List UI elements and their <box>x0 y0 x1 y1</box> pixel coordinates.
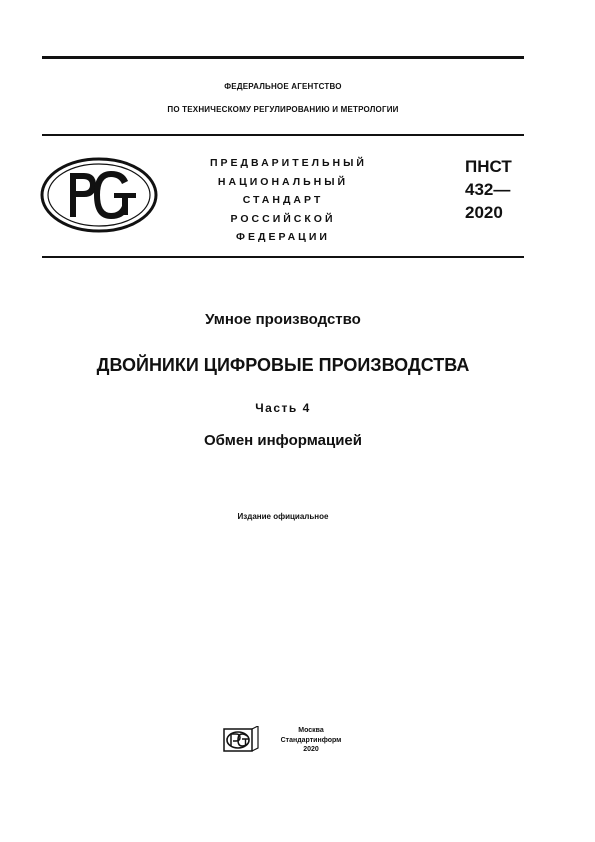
standard-type <box>210 154 367 247</box>
agency-name-line-2: ПО ТЕХНИЧЕСКОМУ РЕГУЛИРОВАНИЮ И МЕТРОЛОГИИ <box>167 105 399 114</box>
edition-label: Издание официальное <box>237 512 329 521</box>
standard-code: ПНСТ <box>465 157 512 176</box>
middle-rule <box>42 134 524 136</box>
publisher-year: 2020 <box>303 746 319 753</box>
publisher-block <box>274 726 348 755</box>
document-title: ДВОЙНИКИ ЦИФРОВЫЕ ПРОИЗВОДСТВА <box>96 355 470 375</box>
part-label: Часть 4 <box>255 401 311 415</box>
standard-type-line: СТАНДАРТ <box>242 194 324 206</box>
gost-r-logo-icon <box>40 157 158 233</box>
series-title: Умное производство <box>205 311 361 328</box>
publisher-name: Стандартинформ <box>280 736 342 744</box>
top-rule <box>42 56 524 59</box>
standard-number: 432— <box>465 180 511 199</box>
standard-type-line: ФЕДЕРАЦИИ <box>236 231 330 243</box>
standard-type-line: ПРЕДВАРИТЕЛЬНЫЙ <box>210 157 367 169</box>
document-subtitle: Обмен информацией <box>204 432 362 449</box>
standard-designation <box>465 155 512 224</box>
standard-type-line: НАЦИОНАЛЬНЫЙ <box>217 175 349 188</box>
bottom-rule <box>42 256 524 258</box>
standard-year: 2020 <box>465 203 503 222</box>
standard-type-line: РОССИЙСКОЙ <box>230 212 336 225</box>
standartinform-logo-icon <box>223 726 259 752</box>
agency-name-line-1: ФЕДЕРАЛЬНОЕ АГЕНТСТВО <box>224 82 342 91</box>
publisher-city: Москва <box>298 727 324 734</box>
